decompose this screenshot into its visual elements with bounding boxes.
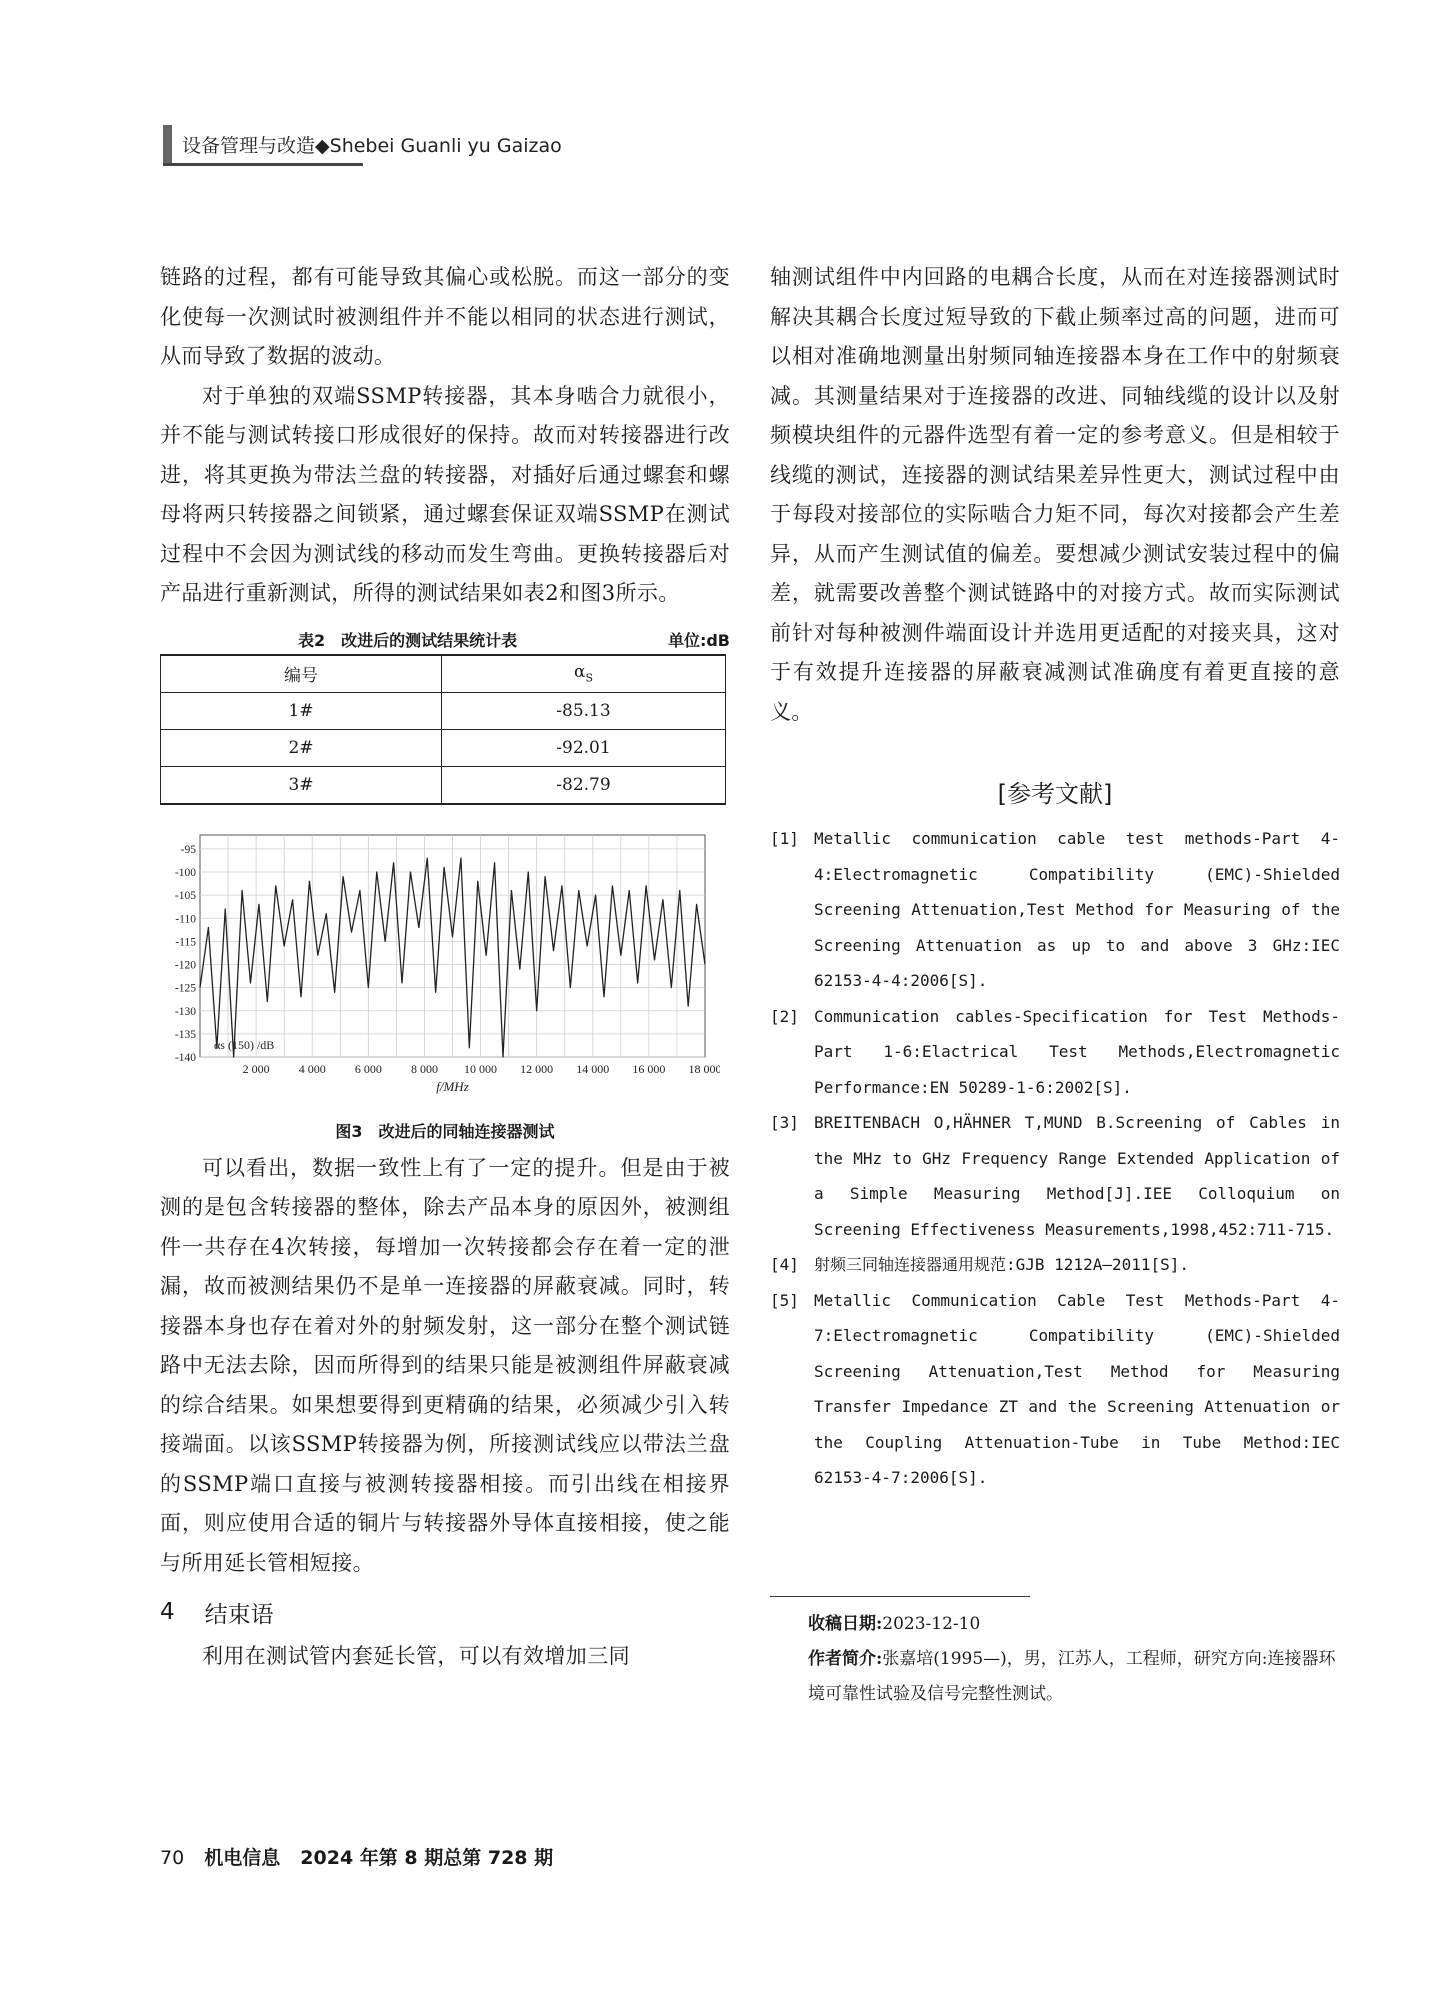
author-bio: 作者简介:张嘉培(1995—)，男，江苏人，工程师，研究方向:连接器环境可靠性试验及信号完整性测试。 — [808, 1649, 1336, 1704]
left-column — [160, 258, 730, 1677]
reference-item — [770, 1247, 1340, 1283]
reference-number: [5] — [770, 1290, 799, 1310]
y-tick-label: -125 — [174, 982, 196, 995]
paragraph: 利用在测试管内套延长管，可以有效增加三同 — [202, 1644, 630, 1668]
received-date: 收稿日期:2023-12-10 — [808, 1614, 981, 1634]
x-tick-label: 16 000 — [632, 1061, 666, 1076]
x-tick-label: 18 000 — [688, 1061, 720, 1076]
y-tick-label: -110 — [175, 912, 196, 925]
reference-text: BREITENBACH O,HÄHNER T,MUND B.Screening of Cables in the MHz to GHz Frequency Range Extended Application of a Simple Measuring Method[J].IEE Colloquium on Screening Effectiveness Measurements,1998,452:711-715. — [814, 1113, 1340, 1239]
y-tick-label: -95 — [180, 843, 196, 856]
table-unit: 单位:dB — [667, 630, 730, 650]
right-column — [770, 258, 1340, 1712]
y-tick-label: -100 — [174, 866, 196, 879]
reference-text: Communication cables-Specification for Test Methods-Part 1-6:Elactrical Test Methods,Electromagnetic Performance:EN 50289-1-6:2002[S]. — [814, 1006, 1340, 1097]
reference-item — [770, 1105, 1340, 1247]
x-tick-label: 8 000 — [410, 1061, 438, 1076]
y-tick-label: -105 — [174, 889, 196, 902]
page-footer — [160, 1843, 553, 1870]
header-bar — [163, 125, 172, 163]
footnote — [770, 1607, 1340, 1712]
table-row — [161, 729, 726, 766]
figure-3 — [160, 825, 720, 1115]
header-cell: $\alpha_S$ — [442, 655, 726, 693]
x-tick-label: 2 000 — [242, 1061, 270, 1076]
line-chart — [160, 825, 720, 1115]
references-title: [参考文献] — [997, 780, 1113, 808]
table-cell: -85.13 — [442, 692, 726, 729]
table-header-row — [161, 655, 726, 693]
y-tick-label: -140 — [174, 1051, 196, 1064]
table-row — [161, 692, 726, 729]
section-title: 结束语 — [204, 1601, 274, 1628]
journal-name: 机电信息 — [204, 1847, 281, 1869]
reference-number: [4] — [770, 1255, 799, 1274]
figure-caption: 图3 改进后的同轴连接器测试 — [335, 1121, 555, 1141]
reference-text: Metallic communication cable test methods-Part 4-4:Electromagnetic Compatibility (EMC)-Shielded Screening Attenuation,Test Method for Measuring of the Screening Attenuation as up to and above 3 GHz:IEC 62153-4-4:2006[S]. — [814, 829, 1340, 990]
references-list — [770, 821, 1340, 1496]
table-cell: 1# — [161, 692, 442, 729]
section-heading — [160, 1593, 730, 1631]
page-number: 70 — [160, 1847, 185, 1869]
results-table — [160, 654, 726, 805]
table-cell: -92.01 — [442, 729, 726, 766]
footnote-rule — [770, 1596, 1030, 1598]
paragraph: 链路的过程，都有可能导致其偏心或松脱。而这一部分的变化使每一次测试时被测组件并不能以相同的状态进行测试，从而导致了数据的波动。 — [160, 265, 730, 368]
paragraph: 对于单独的双端SSMP转接器，其本身啮合力就很小，并不能与测试转接口形成很好的保持。故而对转接器进行改进，将其更换为带法兰盘的转接器，对插好后通过螺套和螺母将两只转接器之间锁紧，通过螺套保证双端SSMP在测试过程中不会因为测试线的移动而发生弯曲。更换转接器后对产品进行重新测试，所得的测试结果如表2和图3所示。 — [160, 383, 730, 605]
y-tick-label: -120 — [174, 959, 196, 971]
x-tick-label: 10 000 — [464, 1061, 498, 1076]
table-cell: 3# — [161, 766, 442, 804]
issue-info: 2024 年第 8 期总第 728 期 — [300, 1847, 554, 1869]
x-tick-label: 4 000 — [298, 1061, 326, 1076]
y-tick-label: -130 — [174, 1005, 196, 1018]
running-header — [163, 125, 562, 163]
paragraph: 可以看出，数据一致性上有了一定的提升。但是由于被测的是包含转接器的整体，除去产品本身的原因外，被测组件一共存在4次转接，每增加一次转接都会存在着一定的泄漏，故而被测结果仍不是单一连接器的屏蔽衰减。同时，转接器本身也存在着对外的射频发射，这一部分在整个测试链路中无法去除，因而所得到的结果只能是被测组件屏蔽衰减的综合结果。如果想要得到更精确的结果，必须减少引入转接端面。以该SSMP转接器为例，所接测试线应以带法兰盘的SSMP端口直接与被测转接器相接。而引出线在相接界面，则应使用合适的铜片与转接器外导体直接相接，使之能与所用延长管相短接。 — [160, 1155, 730, 1575]
table-cell: -82.79 — [442, 766, 726, 804]
reference-text: Metallic Communication Cable Test Methods-Part 4-7:Electromagnetic Compatibility (EMC)-Shielded Screening Attenuation,Test Method for Measuring Transfer Impedance ZT and the Screening Attenuation or the Coupling Attenuation-Tube in Tube Method:IEC 62153-4-7:2006[S]. — [814, 1290, 1340, 1487]
table-caption — [160, 624, 730, 654]
reference-item — [770, 999, 1340, 1106]
y-tick-label: -115 — [175, 935, 196, 948]
header-rule — [163, 163, 363, 166]
paragraph: 轴测试组件中内回路的电耦合长度，从而在对连接器测试时解决其耦合长度过短导致的下截止频率过高的问题，进而可以相对准确地测量出射频同轴连接器本身在工作中的射频衰减。其测量结果对于连接器的改进、同轴线缆的设计以及射频模块组件的元器件选型有着一定的参考意义。但是相较于线缆的测试，连接器的测试结果差异性更大，测试过程中由于每段对接部位的实际啮合力矩不同，每次对接都会产生差异，从而产生测试值的偏差。要想减少测试安装过程中的偏差，就需要改善整个测试链路中的对接方式。故而实际测试前针对每种被测件端面设计并选用更适配的对接夹具，这对于有效提升连接器的屏蔽衰减测试准确度有着更直接的意义。 — [770, 265, 1340, 724]
header-title: 设备管理与改造◆Shebei Guanli yu Gaizao — [182, 134, 562, 157]
reference-number: [2] — [770, 1006, 799, 1026]
y-tick-label: -135 — [174, 1028, 196, 1041]
y-axis-label: αs (150) /dB — [214, 1037, 275, 1052]
table-row — [161, 766, 726, 804]
section-number: 4 — [160, 1599, 175, 1625]
table-cell: 2# — [161, 729, 442, 766]
reference-text: 射频三同轴连接器通用规范:GJB 1212A—2011[S]. — [814, 1255, 1190, 1274]
reference-number: [1] — [770, 829, 799, 848]
reference-item — [770, 1283, 1340, 1496]
reference-item — [770, 821, 1340, 999]
x-tick-label: 6 000 — [354, 1061, 382, 1076]
table-title: 表2 改进后的测试结果统计表 — [298, 630, 518, 650]
x-axis-label: f/MHz — [436, 1078, 469, 1094]
x-tick-label: 12 000 — [520, 1061, 554, 1076]
x-tick-label: 14 000 — [576, 1061, 610, 1076]
reference-number: [3] — [770, 1113, 799, 1132]
header-cell: 编号 — [161, 655, 442, 693]
